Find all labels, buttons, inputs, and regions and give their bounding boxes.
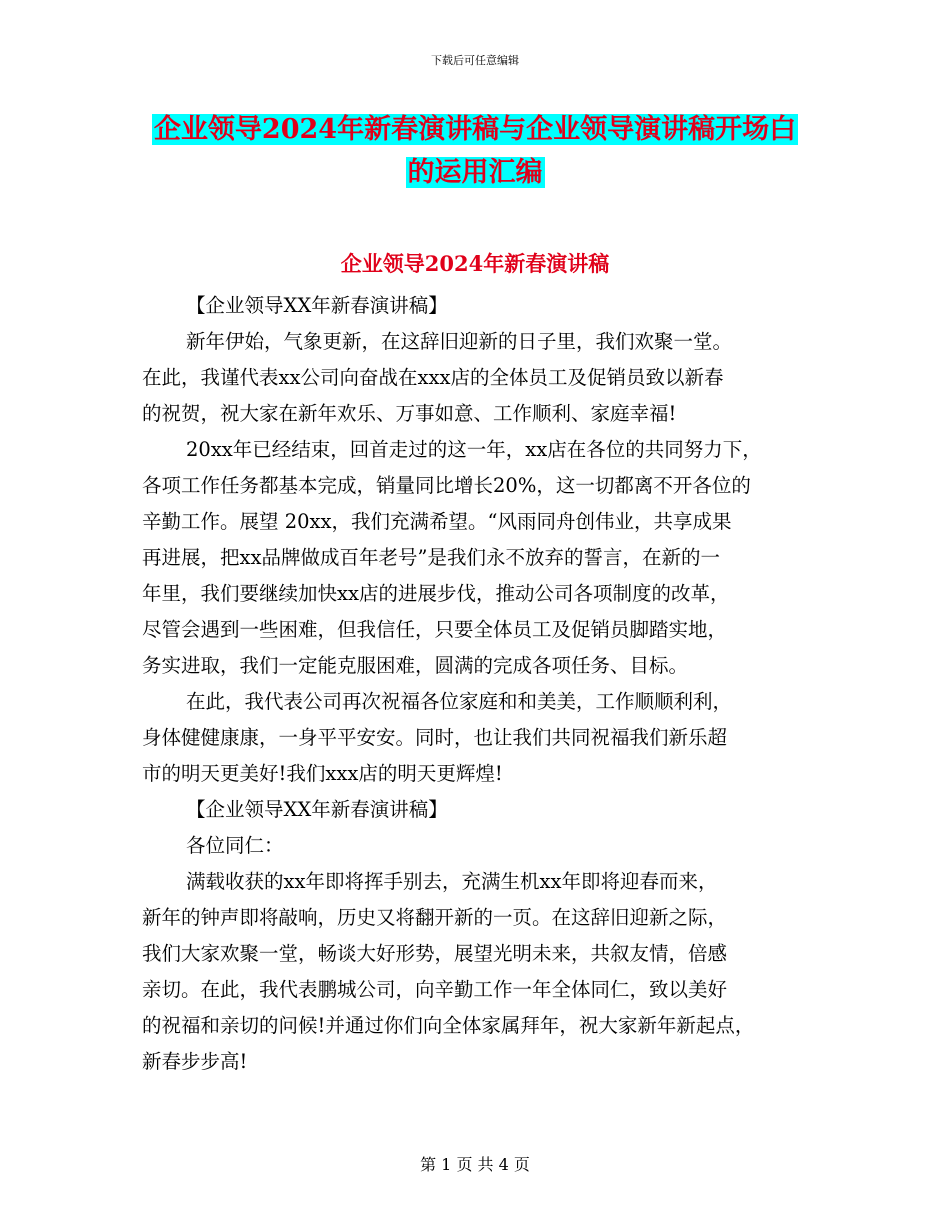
body-text-line: 满载收获的xx年即将挥手别去，充满生机xx年即将迎春而来， — [186, 870, 718, 893]
body-text-line: 的祝福和亲切的问候!并通过你们向全体家属拜年，祝大家新年新起点， — [142, 1014, 755, 1037]
body-text-line: 我们大家欢聚一堂，畅谈大好形势，展望光明未来，共叙友情，倍感 — [142, 942, 728, 965]
body-text-line: 新年的钟声即将敲响，历史又将翻开新的一页。在这辞旧迎新之际， — [142, 906, 728, 929]
body-text-line: 各位同仁： — [186, 834, 284, 857]
document-title-text-2: 的运用汇编 — [407, 157, 543, 188]
body-text-line: 再进展，把xx品牌做成百年老号”是我们永不放弃的誓言，在新的一 — [142, 546, 720, 569]
page-footer: 第 1 页 共 4 页 — [420, 1155, 530, 1174]
page-header-note: 下载后可任意编辑 — [431, 54, 519, 67]
body-text-line: 新年伊始，气象更新，在这辞旧迎新的日子里，我们欢聚一堂。 — [186, 330, 733, 353]
section-subtitle: 企业领导2024年新春演讲稿 — [340, 251, 610, 276]
body-text-line: 在此，我代表公司再次祝福各位家庭和和美美，工作顺顺利利， — [186, 690, 733, 713]
document-title-text-1: 企业领导2024年新春演讲稿与企业领导演讲稿开场白 — [153, 114, 797, 145]
body-text-line: 【企业领导XX年新春演讲稿】 — [186, 798, 448, 821]
body-text-line: 新春步步高! — [142, 1050, 248, 1073]
body-text-line: 市的明天更美好!我们xxx店的明天更辉煌! — [142, 762, 503, 785]
document-title-line-1 — [0, 112, 950, 148]
body-text-line: 务实进取，我们一定能克服困难，圆满的完成各项任务、目标。 — [142, 654, 689, 677]
body-text-line: 辛勤工作。展望 20xx，我们充满希望。“风雨同舟创伟业，共享成果 — [142, 510, 732, 533]
document-title-line-2 — [0, 155, 950, 191]
body-text-line: 亲切。在此，我代表鹏城公司，向辛勤工作一年全体同仁，致以美好 — [142, 978, 728, 1001]
document-body — [142, 288, 822, 1080]
body-text-line: 20xx年已经结束，回首走过的这一年，xx店在各位的共同努力下， — [186, 438, 762, 461]
body-text-line: 的祝贺，祝大家在新年欢乐、万事如意、工作顺利、家庭幸福! — [142, 402, 677, 425]
body-text-line: 【企业领导XX年新春演讲稿】 — [186, 294, 448, 317]
body-text-line: 各项工作任务都基本完成，销量同比增长20%，这一切都离不开各位的 — [142, 474, 751, 497]
body-text-line: 在此，我谨代表xx公司向奋战在xxx店的全体员工及促销员致以新春 — [142, 366, 724, 389]
body-text-line: 身体健健康康，一身平平安安。同时，也让我们共同祝福我们新乐超 — [142, 726, 728, 749]
body-text-line: 尽管会遇到一些困难，但我信任，只要全体员工及促销员脚踏实地， — [142, 618, 728, 641]
body-text-line: 年里，我们要继续加快xx店的进展步伐，推动公司各项制度的改革， — [142, 582, 730, 605]
